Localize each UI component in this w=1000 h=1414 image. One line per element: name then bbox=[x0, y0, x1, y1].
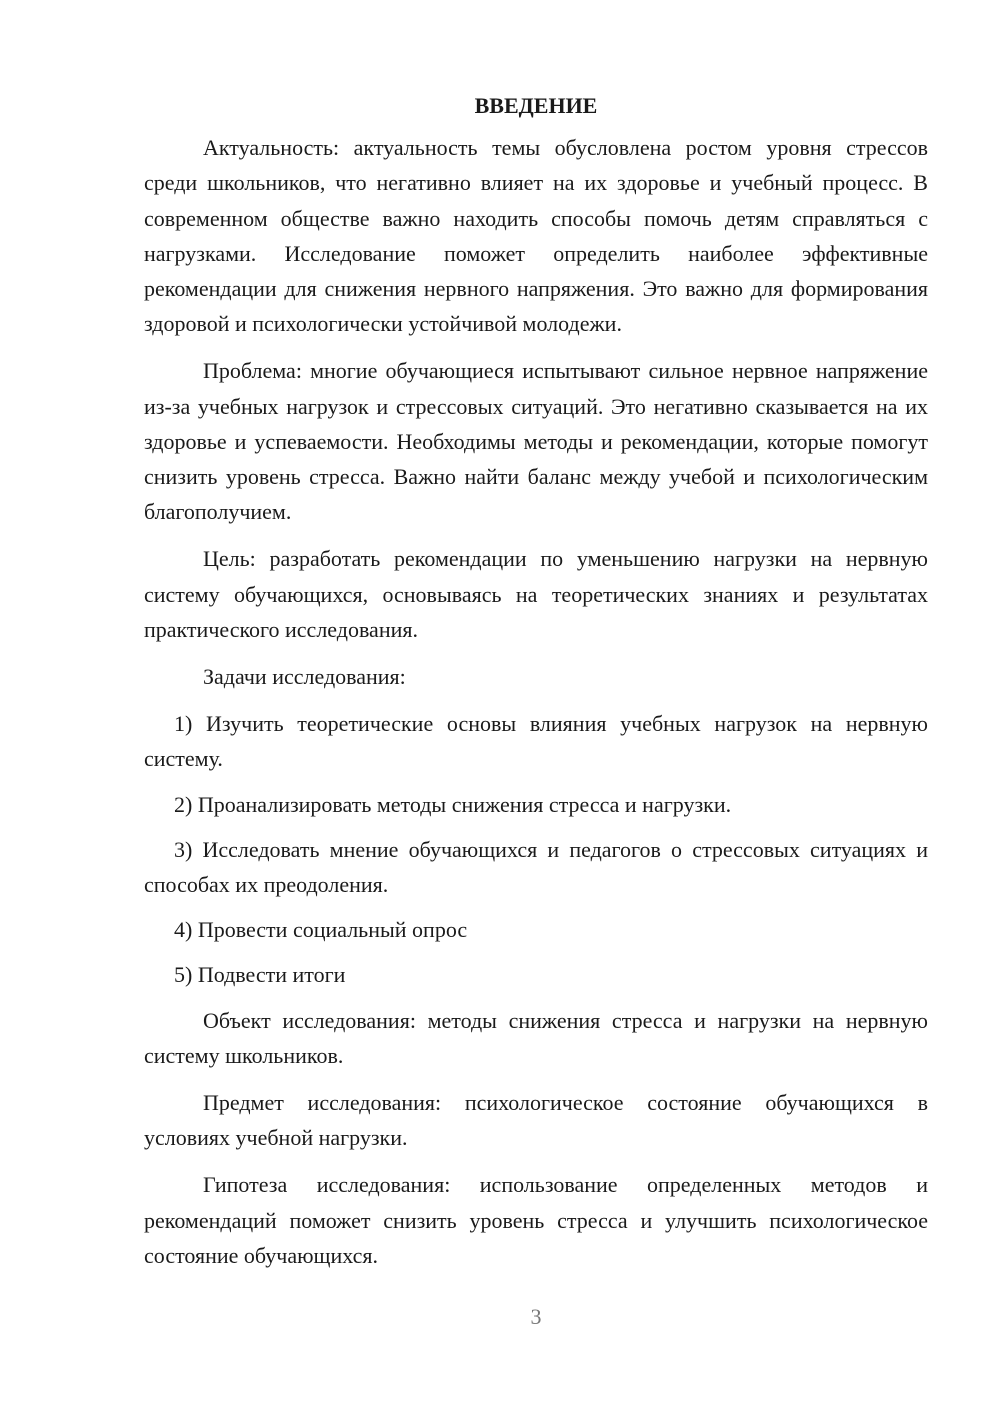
paragraph-problem: Проблема: многие обучающиеся испытывают сильное нервное напряжение из-за учебных нагрузок и стрессовых ситуаций. Это негативно сказывается на их здоровье и успеваемости. Необходимы методы и рекомендации, которые помогут снизить уровень стресса. Важно найти баланс между учебой и психологическим благополучием. bbox=[144, 358, 928, 525]
document-page bbox=[144, 88, 928, 1285]
page-title: ВВЕДЕНИЕ bbox=[474, 93, 598, 118]
tasks-heading: Задачи исследования: bbox=[203, 664, 406, 690]
list-item-task-3: 3) Исследовать мнение обучающихся и педагогов о стрессовых ситуациях и способах их преодоления. bbox=[144, 836, 928, 898]
list-item-task-2: 2) Проанализировать методы снижения стресса и нагрузки. bbox=[174, 791, 732, 817]
list-item-task-4: 4) Провести социальный опрос bbox=[174, 917, 468, 943]
paragraph-hypothesis: Гипотеза исследования: использование определенных методов и рекомендаций поможет снизить уровень стресса и улучшить психологическое состояние обучающихся. bbox=[144, 1172, 928, 1268]
list-item-task-5: 5) Подвести итоги bbox=[174, 962, 346, 988]
paragraph-object: Объект исследования: методы снижения стресса и нагрузки на нервную систему школьников. bbox=[144, 1007, 928, 1068]
paragraph-subject: Предмет исследования: психологическое состояние обучающихся в условиях учебной нагрузки. bbox=[144, 1090, 928, 1151]
paragraph-goal: Цель: разработать рекомендации по уменьшению нагрузки на нервную систему обучающихся, основываясь на теоретических знаниях и результатах практического исследования. bbox=[144, 546, 928, 642]
page-number: 3 bbox=[530, 1304, 542, 1329]
paragraph-relevance: Актуальность: актуальность темы обусловлена ростом уровня стрессов среди школьников, что негативно влияет на их здоровье и учебный процесс. В современном обществе важно находить способы помочь детям справляться с нагрузками. Исследование поможет определить наиболее эффективные рекомендации для снижения нервного напряжения. Это важно для формирования здоровой и психологически устойчивой молодежи. bbox=[144, 135, 928, 337]
list-item-task-1: 1) Изучить теоретические основы влияния учебных нагрузок на нервную систему. bbox=[144, 711, 928, 772]
